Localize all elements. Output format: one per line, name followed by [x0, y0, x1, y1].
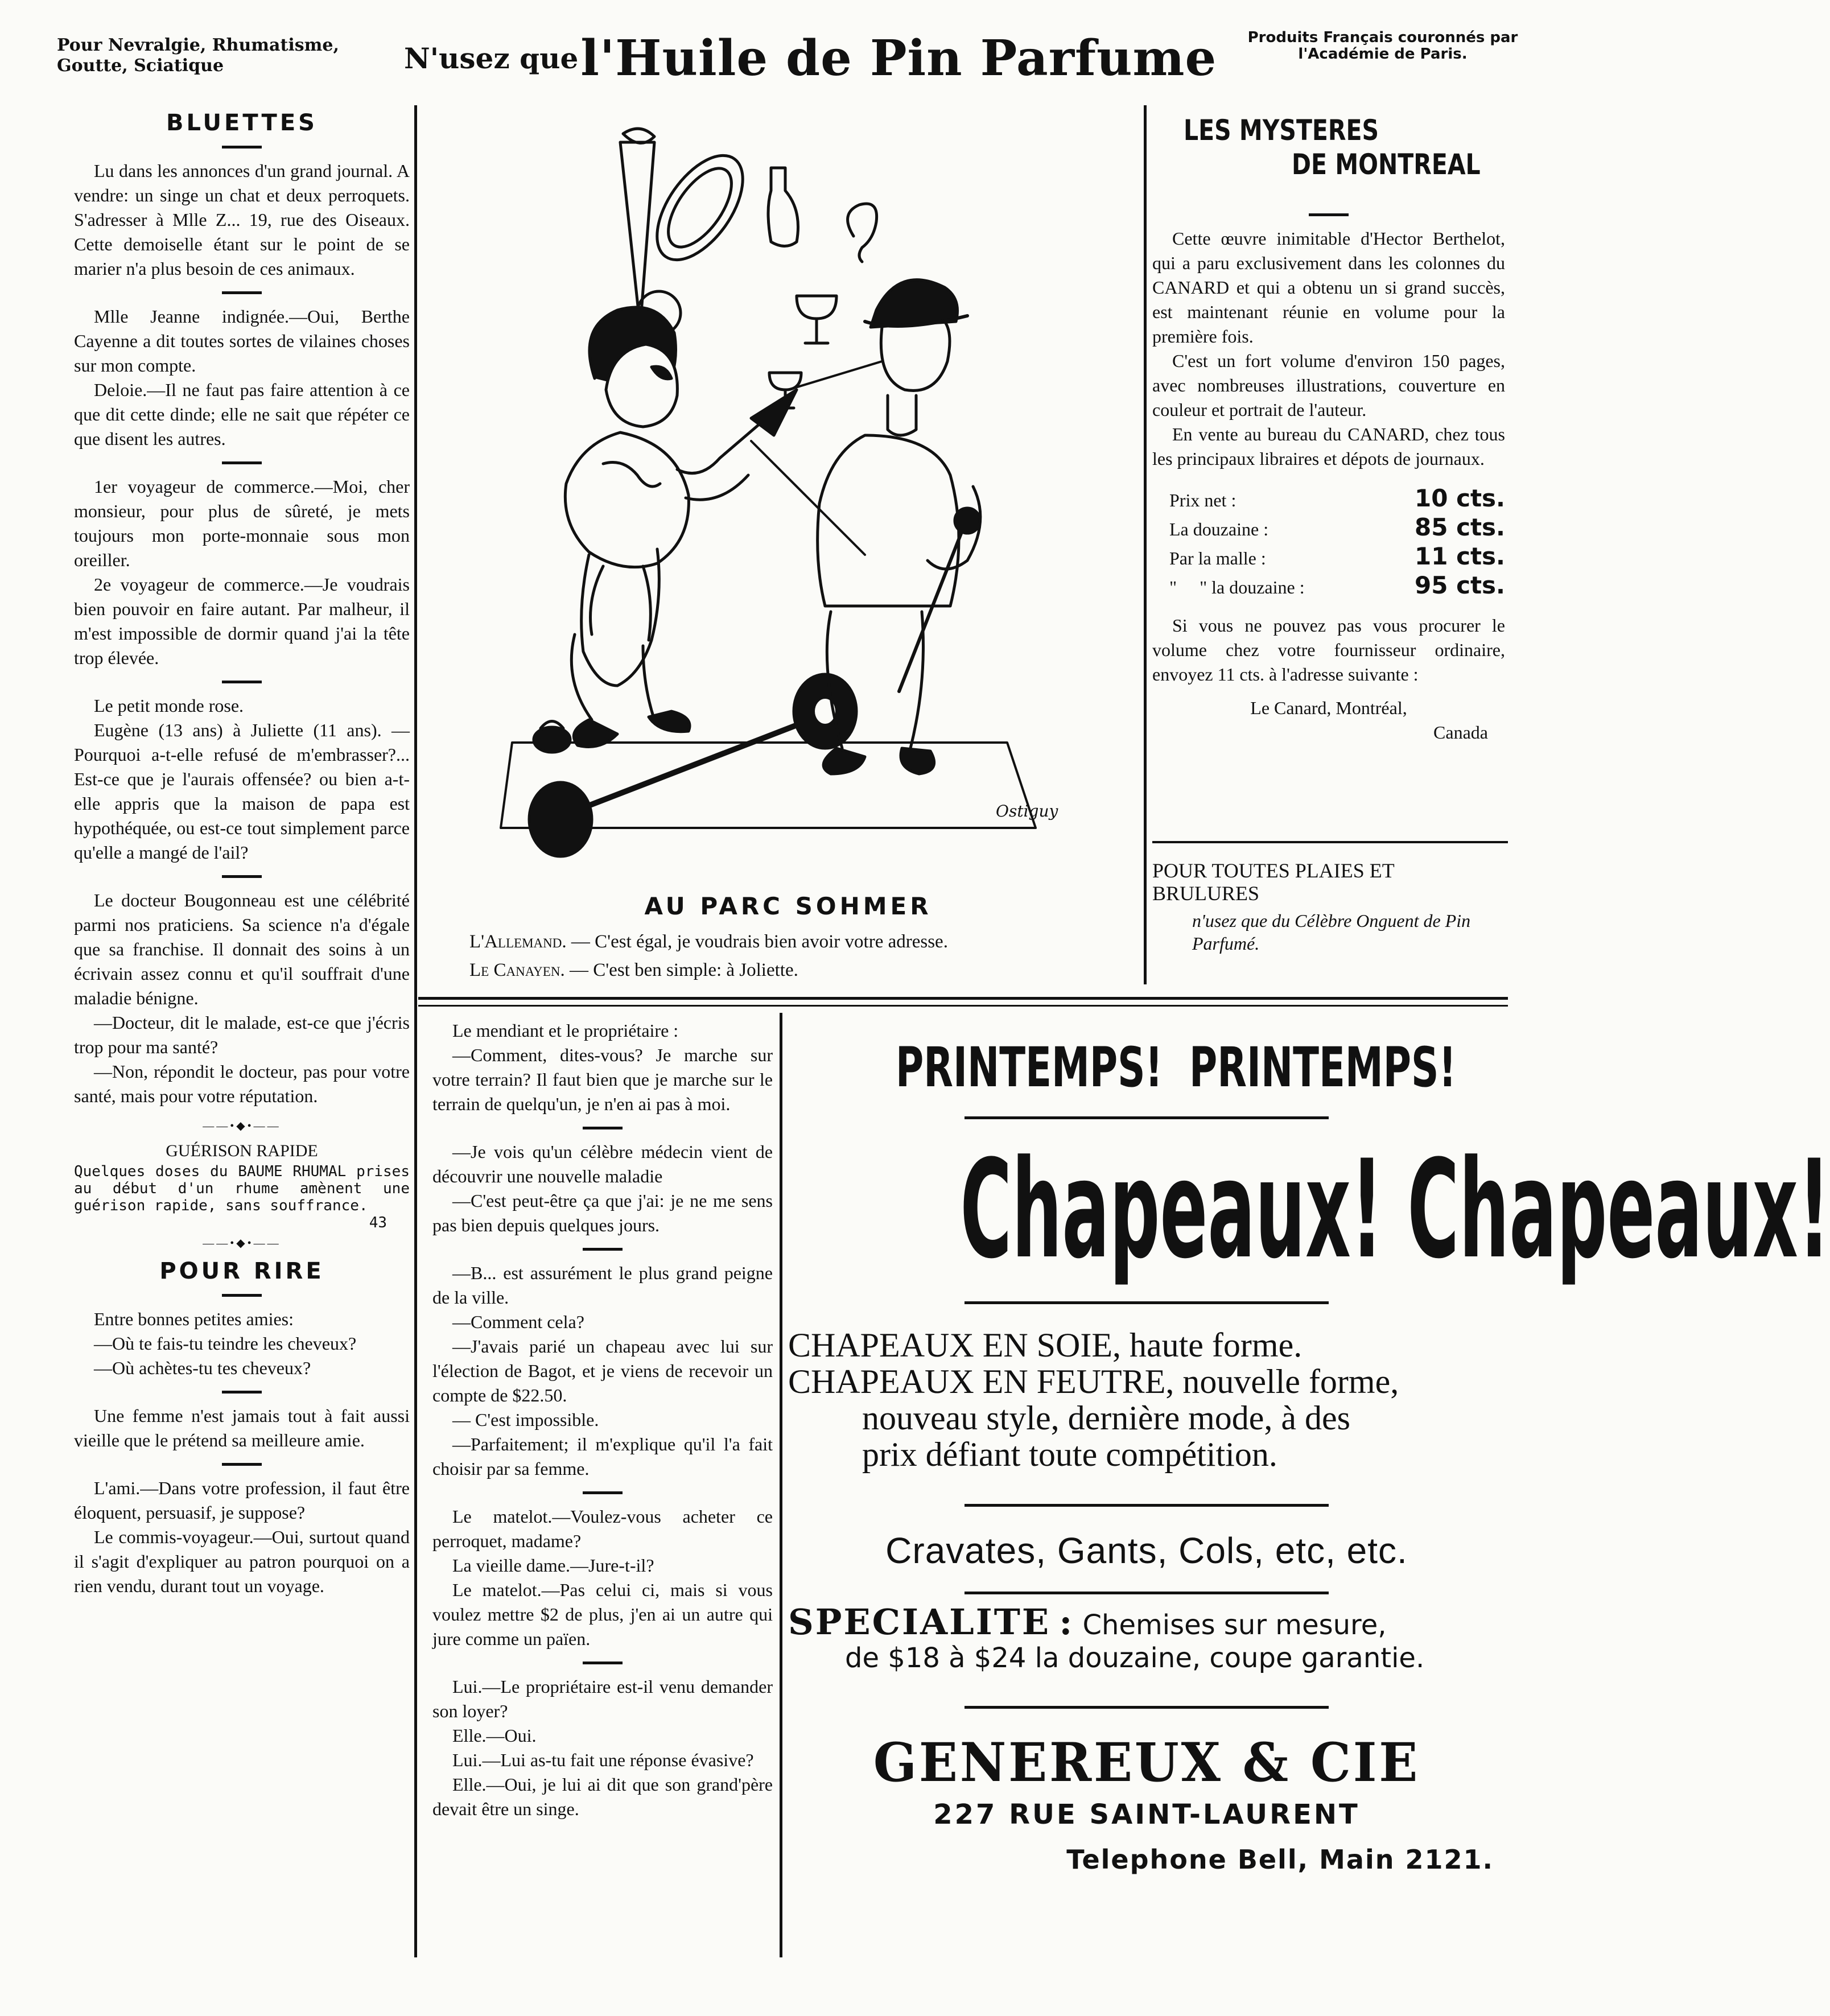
bluettes-paragraph: Lu dans les annonces d'un grand journal. A vendre: un singe un chat et deux perroquets. S'adresser à Mlle Z... 19, rue des Oiseaux. Cette demoiselle étant sur le point de se marier n'a plus besoin de ces animaux.: [74, 160, 410, 279]
pour-rire-title: POUR RIRE: [159, 1258, 324, 1284]
kettle-weight: [534, 727, 570, 752]
ad-printemps-heading: PRINTEMPS! PRINTEMPS!: [896, 1036, 1457, 1099]
divider: [583, 1248, 623, 1251]
bluettes-paragraph: Le docteur Bougonneau est une célébrité parmi nos praticiens. Sa science n'a d'égale que sa franchise. Il donnait des soins à un écrivain assez connu et qu'il souffrait d'une maladie bénigne.: [74, 890, 410, 1008]
caption-speaker-2: Le Canayen.: [469, 960, 565, 980]
price-value: 85 cts.: [1415, 513, 1505, 541]
divider: [222, 1294, 262, 1297]
cane: [899, 532, 962, 691]
horizontal-rule-bottom: [418, 1005, 1508, 1007]
masthead-main: l'Huile de Pin Parfume: [580, 30, 1217, 87]
ad-cravates-line: Cravates, Gants, Cols, etc, etc.: [885, 1530, 1408, 1571]
price-label: La douzaine :: [1169, 519, 1269, 539]
juggled-pipe: [848, 204, 877, 262]
anecdote-paragraph: —Comment, dites-vous? Je marche sur votre terrain? Il faut bien que je marche sur le terrain de quelqu'un, je n'en ai pas à moi.: [432, 1045, 773, 1114]
anecdote-paragraph: Lui.—Lui as-tu fait une réponse évasive?: [452, 1750, 754, 1770]
cartoon-illustration: [432, 122, 1144, 856]
anecdote-paragraph: Lui.—Le propriétaire est-il venu demander son loyer?: [432, 1676, 773, 1721]
ad-specialite-separator: :: [1059, 1601, 1074, 1643]
pour-rire-paragraph: —Où achètes-tu tes cheveux?: [94, 1358, 311, 1378]
divider: [583, 1491, 623, 1494]
ad-address: 227 RUE SAINT-LAURENT: [933, 1799, 1360, 1831]
price-row: [1169, 544, 1505, 571]
caption-text-1: — C'est égal, je voudrais bien avoir votre adresse.: [571, 931, 948, 952]
ad-rule: [965, 1706, 1329, 1709]
column-rule-middle: [780, 1013, 782, 1957]
masthead-left-text: Pour Nevralgie, Rhumatisme, Goutte, Sciatique: [57, 35, 339, 76]
bluettes-paragraph: —Non, répondit le docteur, pas pour votre santé, mais pour votre réputation.: [74, 1061, 410, 1106]
price-row: [1169, 486, 1505, 513]
mysteres-paragraph: C'est un fort volume d'environ 150 pages, avec nombreuses illustrations, couverture en couleur et portrait de l'auteur.: [1152, 351, 1505, 420]
column-rule-left: [414, 105, 417, 1957]
cartoon-title: AU PARC SOHMER: [644, 892, 932, 920]
anecdote-paragraph: —B... est assurément le plus grand peigne de la ville.: [432, 1263, 773, 1308]
artist-signature: Ostiguy: [996, 802, 1058, 821]
ad-chapeaux-heading: Chapeaux! Chapeaux!: [960, 1131, 1830, 1289]
anecdote-paragraph: Le matelot.—Pas celui ci, mais si vous voulez mettre $2 de plus, j'en ai un autre qui jure comme un païen.: [432, 1580, 773, 1649]
ad-firm-name: GENEREUX & CIE: [873, 1731, 1420, 1794]
bluettes-paragraph: 2e voyageur de commerce.—Je voudrais bien pouvoir en faire autant. Par malheur, il m'est impossible de dormir quand j'ai la tête trop élevée.: [74, 574, 410, 668]
ad-rule: [965, 1116, 1329, 1119]
horizontal-rule-top: [418, 997, 1508, 1000]
juggled-glass: [797, 296, 836, 319]
ad-rule: [965, 1592, 1329, 1594]
mysteres-title-line2: DE MONTREAL: [1292, 148, 1481, 181]
masthead-right-text: Produits Français couronnés par l'Académie de Paris.: [1247, 29, 1518, 63]
mysteres-paragraph: Cette œuvre inimitable d'Hector Berthelot, qui a paru exclusivement dans les colonnes du CANARD et qui a obtenu un si grand succès, est maintenant réunie en volume pour la première fois.: [1152, 228, 1505, 347]
divider: [222, 875, 262, 878]
price-label: Prix net :: [1169, 490, 1237, 510]
anecdote-paragraph: —J'avais parié un chapeau avec lui sur l'élection de Bagot, et je viens de recevoir un compte de $22.50.: [432, 1336, 773, 1405]
mysteres-paragraph: Si vous ne pouvez pas vous procurer le volume chez votre fournisseur ordinaire, envoyez 11 cts. à l'adresse suivante :: [1152, 615, 1505, 685]
mysteres-title-line1: LES MYSTERES: [1184, 114, 1379, 147]
pour-rire-paragraph: L'ami.—Dans votre profession, il faut être éloquent, persuasif, je suppose?: [74, 1478, 410, 1523]
bluettes-title: BLUETTES: [166, 110, 318, 136]
divider: [222, 1391, 262, 1394]
hat-shop-advertisement: [788, 1030, 1830, 1952]
mysteres-paragraph: En vente au bureau du CANARD, chez tous les principaux libraires et dépots de journaux.: [1152, 424, 1505, 469]
juggled-cone: [620, 142, 654, 327]
juggled-bottle: [768, 168, 798, 246]
mysteres-rule: [1152, 841, 1508, 843]
guerison-number: 43: [369, 1214, 387, 1231]
guerison-title: GUÉRISON RAPIDE: [166, 1141, 318, 1160]
divider: [583, 1127, 623, 1129]
bluettes-paragraph: Deloie.—Il ne faut pas faire attention à ce que dit cette dinde; elle ne sait que répéter ce que disent les autres.: [74, 380, 410, 449]
pour-rire-paragraph: Entre bonnes petites amies:: [94, 1309, 294, 1329]
divider: [222, 681, 262, 683]
price-label: Par la malle :: [1169, 548, 1266, 568]
ad-phone: Telephone Bell, Main 2121.: [1066, 1844, 1494, 1875]
column-rule-right: [1144, 105, 1147, 984]
price-value: 11 cts.: [1415, 542, 1505, 570]
masthead-title: [404, 30, 1223, 87]
bluettes-paragraph: Le petit monde rose.: [94, 695, 244, 716]
anecdote-paragraph: Le matelot.—Voulez-vous acheter ce perroquet, madame?: [432, 1506, 773, 1551]
caption-speaker-1: L'Allemand.: [469, 931, 567, 952]
anecdote-paragraph: La vieille dame.—Jure-t-il?: [452, 1555, 654, 1576]
ad-specialite-label: SPECIALITE: [788, 1601, 1051, 1643]
price-value: 10 cts.: [1415, 484, 1505, 512]
price-label: " " la douzaine :: [1169, 577, 1305, 597]
ad-rule: [965, 1504, 1329, 1507]
divider: [222, 291, 262, 294]
divider: [222, 461, 262, 464]
anecdote-paragraph: —Comment cela?: [452, 1312, 584, 1332]
ad-specialite-block: [788, 1601, 1505, 1675]
bluettes-paragraph: —Docteur, dit le malade, est-ce que j'écris trop pour ma santé?: [74, 1012, 410, 1057]
left-column: [74, 111, 410, 1598]
mysteres-text: [1152, 213, 1505, 745]
price-row: [1169, 515, 1505, 542]
bluettes-paragraph: 1er voyageur de commerce.—Moi, cher monsieur, pour plus de sûreté, je mets toujours mon porte-monnaie sous mon oreiller.: [74, 476, 410, 570]
price-row: [1169, 573, 1505, 600]
anecdote-paragraph: Elle.—Oui.: [452, 1725, 537, 1746]
ad-specialite-text-2: de $18 à $24 la douzaine, coupe garantie.: [845, 1642, 1425, 1674]
ornament-divider: ——•◆•——: [203, 1120, 281, 1132]
pour-rire-paragraph: —Où te fais-tu teindre les cheveux?: [94, 1333, 357, 1354]
anecdote-paragraph: Elle.—Oui, je lui ai dit que son grand'père devait être un singe.: [432, 1774, 773, 1819]
ad-feutre-line-3: prix défiant toute compétition.: [862, 1436, 1277, 1473]
ad-feutre-line-2: nouveau style, dernière mode, à des: [862, 1399, 1351, 1437]
cartoon-caption: [469, 927, 1141, 984]
price-value: 95 cts.: [1415, 571, 1505, 599]
plaies-title: POUR TOUTES PLAIES ET BRULURES: [1152, 859, 1395, 905]
ad-rule: [965, 1301, 1329, 1304]
juggled-plate: [640, 141, 760, 274]
pour-rire-paragraph: Le commis-voyageur.—Oui, surtout quand il s'agit d'expliquer au patron pourquoi on a rien vendu, durant tout un voyage.: [74, 1527, 410, 1596]
caption-text-2: — C'est ben simple: à Joliette.: [569, 960, 798, 980]
barbell-weight-left: [529, 782, 592, 856]
ad-soie-line: CHAPEAUX EN SOIE, haute forme.: [788, 1326, 1303, 1364]
divider: [1309, 213, 1349, 216]
plaies-text: n'usez que du Célèbre Onguent de Pin Parfumé.: [1192, 910, 1471, 954]
middle-column: [432, 1019, 773, 1821]
guerison-text: Quelques doses du BAUME RHUMAL prises au début d'un rhume amènent une guérison rapide, sans souffrance.: [74, 1163, 410, 1214]
plaies-ad: [1152, 859, 1505, 955]
divider: [222, 146, 262, 149]
anecdote-paragraph: —C'est peut-être ça que j'ai: je ne me sens pas bien depuis quelques jours.: [432, 1190, 773, 1235]
divider: [583, 1662, 623, 1664]
mysteres-address-1: Le Canard, Montréal,: [1250, 698, 1407, 718]
bluettes-paragraph: Eugène (13 ans) à Juliette (11 ans). —Pourquoi a-t-elle refusé de m'embrasser?... Est-ce que je l'aurais offensée? ou bien a-t-elle appris que la maison de papa est hypothéquée, ou est-ce tout simplement parce qu'elle a mangé de l'ail?: [74, 720, 410, 863]
ad-feutre-line: CHAPEAUX EN FEUTRE, nouvelle forme,: [788, 1363, 1399, 1400]
pour-rire-paragraph: Une femme n'est jamais tout à fait aussi vieille que le prétend sa meilleure amie.: [74, 1405, 410, 1450]
ornament-divider: ——•◆•——: [203, 1237, 281, 1250]
masthead-prefix: N'usez que: [404, 42, 579, 75]
anecdote-paragraph: —Parfaitement; il m'explique qu'il l'a fait choisir par sa femme.: [432, 1434, 773, 1479]
ad-specialite-text: Chemises sur mesure,: [1082, 1609, 1387, 1641]
anecdote-paragraph: — C'est impossible.: [452, 1409, 599, 1430]
anecdote-paragraph: —Je vois qu'un célèbre médecin vient de découvrir une nouvelle maladie: [432, 1141, 773, 1186]
mysteres-address-2: Canada: [1433, 722, 1488, 743]
divider: [222, 1463, 262, 1466]
anecdote-paragraph: Le mendiant et le propriétaire :: [452, 1020, 679, 1041]
bluettes-paragraph: Mlle Jeanne indignée.—Oui, Berthe Cayenne a dit toutes sortes de vilaines choses sur mon compte.: [74, 306, 410, 376]
